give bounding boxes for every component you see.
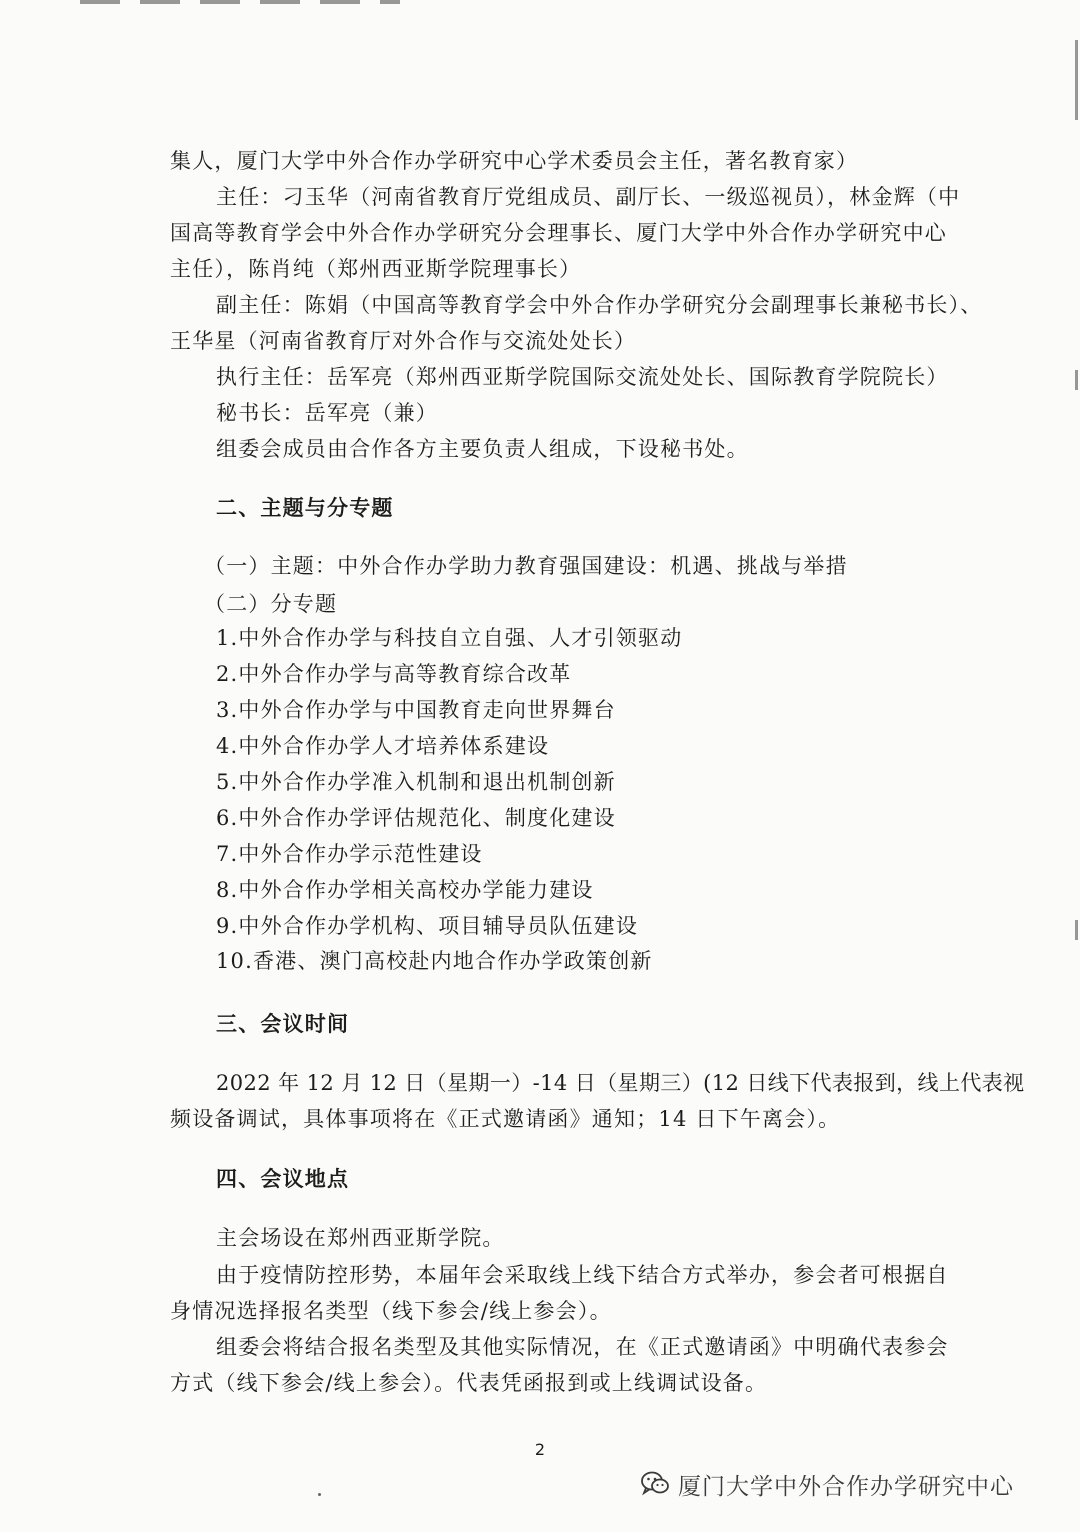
- subtopic-item: 10.香港、澳门高校赴内地合作办学政策创新: [216, 949, 653, 973]
- body-line: 王华星（河南省教育厅对外合作与交流处处长）: [170, 329, 637, 353]
- scan-edge-mark: [1075, 370, 1078, 390]
- subtopic-item: 7.中外合作办学示范性建设: [216, 842, 483, 866]
- body-line: 身情况选择报名类型（线下参会/线上参会）。: [170, 1299, 612, 1323]
- body-line: 组委会成员由合作各方主要负责人组成，下设秘书处。: [216, 437, 749, 461]
- topic-line: （一）主题：中外合作办学助力教育强国建设：机遇、挑战与举措: [204, 554, 848, 578]
- section-heading: 四、会议地点: [216, 1167, 350, 1191]
- body-line: 集人，厦门大学中外合作办学研究中心学术委员会主任，著名教育家）: [170, 149, 859, 173]
- body-line: 主任：刁玉华（河南省教育厅党组成员、副厅长、一级巡视员），林金辉（中: [216, 185, 961, 209]
- body-line: 副主任：陈娟（中国高等教育学会中外合作办学研究分会副理事长兼秘书长）、: [216, 293, 983, 317]
- subtopic-item: 4.中外合作办学人才培养体系建设: [216, 734, 550, 758]
- section-heading: 三、会议时间: [216, 1012, 350, 1036]
- body-line: 频设备调试，具体事项将在《正式邀请函》通知；14 日下午离会）。: [170, 1107, 841, 1131]
- subtopic-item: 9.中外合作办学机构、项目辅导员队伍建设: [216, 914, 639, 938]
- body-line: 由于疫情防控形势，本届年会采取线上线下结合方式举办，参会者可根据自: [216, 1263, 949, 1287]
- scan-speck: [318, 1493, 321, 1496]
- body-line: 2022 年 12 月 12 日（星期一）-14 日（星期三）(12 日线下代表报到，线上代表视: [216, 1071, 1025, 1095]
- subtopic-heading: （二）分专题: [204, 592, 338, 616]
- subtopic-item: 1.中外合作办学与科技自立自强、人才引领驱动: [216, 626, 683, 650]
- body-line: 方式（线下参会/线上参会）。代表凭函报到或上线调试设备。: [170, 1371, 768, 1395]
- subtopic-item: 2.中外合作办学与高等教育综合改革: [216, 662, 572, 686]
- account-watermark: [640, 1464, 1014, 1504]
- body-line: 组委会将结合报名类型及其他实际情况，在《正式邀请函》中明确代表参会: [216, 1335, 949, 1359]
- page-number: 2: [534, 1440, 546, 1459]
- subtopic-item: 6.中外合作办学评估规范化、制度化建设: [216, 806, 616, 830]
- scan-top-edge: [80, 0, 400, 4]
- body-line: 国高等教育学会中外合作办学研究分会理事长、厦门大学中外合作办学研究中心: [170, 221, 947, 245]
- subtopic-item: 5.中外合作办学准入机制和退出机制创新: [216, 770, 616, 794]
- body-line: 执行主任：岳军亮（郑州西亚斯学院国际交流处处长、国际教育学院院长）: [216, 365, 949, 389]
- wechat-icon: [640, 1470, 670, 1498]
- body-line: 主任），陈肖纯（郑州西亚斯学院理事长）: [170, 257, 582, 281]
- body-line: 主会场设在郑州西亚斯学院。: [216, 1226, 505, 1250]
- section-heading: 二、主题与分专题: [216, 496, 394, 520]
- body-line: 秘书长：岳军亮（兼）: [216, 401, 438, 425]
- scan-edge-mark: [1075, 40, 1078, 120]
- watermark-text: 厦门大学中外合作办学研究中心: [678, 1473, 1014, 1500]
- subtopic-item: 8.中外合作办学相关高校办学能力建设: [216, 878, 594, 902]
- subtopic-item: 3.中外合作办学与中国教育走向世界舞台: [216, 698, 616, 722]
- scan-edge-mark: [1075, 920, 1078, 940]
